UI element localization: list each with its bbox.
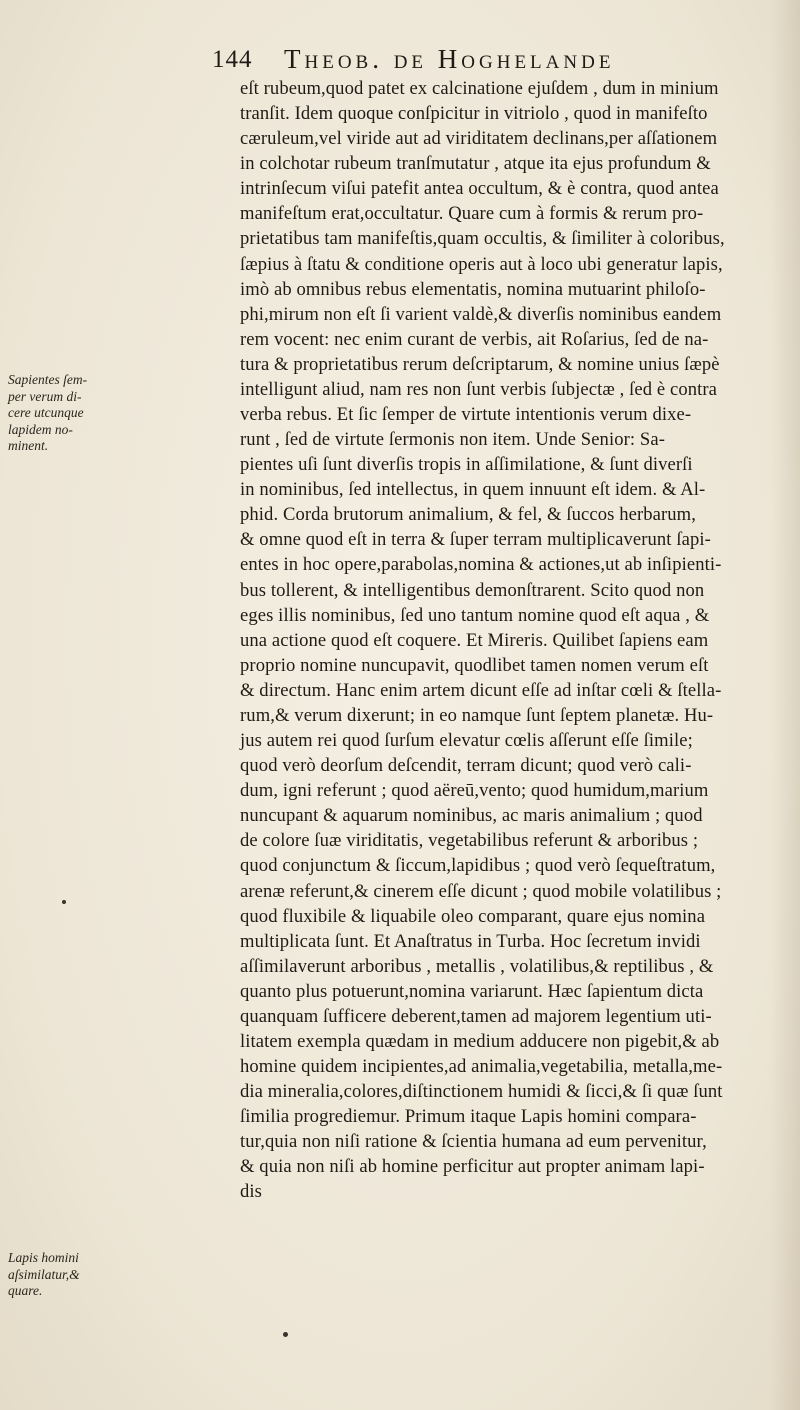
text-line: arenæ referunt,& cinerem eſſe dicunt ; quod mobile volatilibus ; [240, 880, 722, 902]
text-line: intrinſecum viſui patefit antea occultum, & è contra, quod antea [240, 178, 719, 200]
text-line: phi,mirum non eſt ſi varient valdè,& diverſis nominibus eandem [240, 303, 722, 325]
text-line: proprio nomine nuncupavit, quodlibet tamen nomen verum eſt [240, 654, 709, 676]
text-line: nuncupant & aquarum nominibus, ac maris animalium ; quod [240, 805, 703, 827]
text-line: jus autem rei quod ſurſum elevatur cœlis aſſerunt eſſe ſimile; [240, 730, 693, 752]
text-line: litatem exempla quædam in medium adducere non pigebit,& ab [240, 1030, 720, 1052]
text-line: rem vocent: nec enim curant de verbis, ait Roſarius, ſed de na- [240, 328, 709, 350]
text-line: entes in hoc opere,parabolas,nomina & actiones,ut ab inſipienti- [240, 554, 722, 576]
ink-speck [62, 900, 66, 904]
text-line: prietatibus tam manifeſtis,quam occultis, & ſimiliter à coloribus, [240, 228, 725, 250]
text-line: homine quidem incipientes,ad animalia,vegetabilia, metalla,me- [240, 1056, 723, 1078]
text-line: in nominibus, ſed intellectus, in quem innuunt eſt idem. & Al- [240, 479, 706, 501]
margin-note-line: Sapientes ſem- [8, 372, 88, 387]
text-line: quod fluxibile & liquabile oleo comparant, quare ejus nomina [240, 905, 706, 927]
text-line: ſæpius à ſtatu & conditione operis aut à loco ubi generatur lapis, [240, 253, 723, 275]
margin-note-1 [8, 372, 98, 455]
text-line: & quia non niſi ab homine perficitur aut propter animam lapi- [240, 1156, 705, 1178]
text-line: quod conjunctum & ſiccum,lapidibus ; quod verò ſequeſtratum, [240, 855, 716, 877]
text-line: verba rebus. Et ſic ſemper de virtute intentionis verum dixe- [240, 404, 692, 426]
text-line: dia mineralia,colores,diſtinctionem humidi & ſicci,& ſi quæ ſunt [240, 1081, 723, 1103]
text-line: intelligunt aliud, nam res non ſunt verbis ſubjectæ , ſed è contra [240, 378, 718, 400]
text-line: quanquam ſufficere deberent,tamen ad majorem legentium uti- [240, 1005, 712, 1027]
text-line: una actione quod eſt coquere. Et Mireris. Quilibet ſapiens eam [240, 629, 709, 651]
margin-note-line: per verum di- [8, 388, 82, 404]
text-line: manifeſtum erat,occultatur. Quare cum à formis & rerum pro- [240, 203, 704, 225]
text-line: rum,& verum dixerunt; in eo namque ſunt ſeptem planetæ. Hu- [240, 704, 714, 726]
margin-note-line: quare. [8, 1283, 43, 1298]
margin-note-2 [8, 1250, 98, 1300]
text-line: in colchotar rubeum tranſmutatur , atque ita ejus profundum & [240, 153, 711, 175]
running-title: Theob. de Hoghelande [284, 44, 615, 74]
page-number: 144 [212, 46, 253, 73]
text-line: phid. Corda brutorum animalium, & fel, & ſuccos herbarum, [240, 504, 696, 526]
ink-speck [283, 1332, 288, 1337]
body-text [240, 76, 788, 1205]
margin-note-line: lapidem no- [8, 421, 73, 437]
text-line: eges illis nominibus, ſed uno tantum nomine quod eſt aqua , & [240, 604, 710, 626]
text-line: tur,quia non niſi ratione & ſcientia humana ad eum pervenitur, [240, 1131, 707, 1153]
text-line: eſt rubeum,quod patet ex calcinatione ejuſdem , dum in minium [240, 78, 719, 99]
text-line: multiplicata ſunt. Et Anaſtratus in Turba. Hoc ſecretum invidi [240, 930, 701, 952]
text-line: tranſit. Idem quoque conſpicitur in vitriolo , quod in manifeſto [240, 103, 708, 125]
text-line: de colore ſuæ viriditatis, vegetabilibus referunt & arboribus ; [240, 830, 699, 852]
margin-note-line: Lapis homini [8, 1250, 79, 1265]
margin-note-line: aſsimilatur,& [8, 1266, 80, 1282]
text-line: pientes uſi ſunt diverſis tropis in aſſimilatione, & ſunt diverſi [240, 454, 693, 476]
margin-note-line: minent. [8, 438, 49, 453]
text-line: & omne quod eſt in terra & ſuper terram multiplicaverunt ſapi- [240, 529, 711, 551]
text-line: ſimilia progrediemur. Primum itaque Lapis homini compara- [240, 1106, 697, 1128]
text-line: & directum. Hanc enim artem dicunt eſſe ad inſtar cœli & ſtella- [240, 679, 722, 701]
page-edge-shadow [770, 0, 800, 1410]
margin-note-line: cere utcunque [8, 405, 84, 420]
text-line: dis [240, 1181, 262, 1203]
text-line: aſſimilaverunt arboribus , metallis , volatilibus,& reptilibus , & [240, 955, 714, 977]
text-line: bus tollerent, & intelligentibus demonſtrarent. Scito quod non [240, 579, 705, 601]
text-line: tura & proprietatibus rerum deſcriptarum, & nomine unius ſæpè [240, 353, 720, 375]
text-line: quanto plus potuerunt,nomina variarunt. Hæc ſapientum dicta [240, 980, 704, 1002]
text-line: cæruleum,vel viride aut ad viriditatem declinans,per aſſationem [240, 128, 718, 150]
text-line: imò ab omnibus rebus elementatis, nomina mutuarint philoſo- [240, 278, 706, 300]
text-line: runt , ſed de virtute ſermonis non item. Unde Senior: Sa- [240, 429, 666, 451]
text-line: dum, igni referunt ; quod aëreū,vento; quod humidum,marium [240, 780, 709, 802]
text-line: quod verò deorſum deſcendit, terram dicunt; quod verò cali- [240, 755, 692, 777]
